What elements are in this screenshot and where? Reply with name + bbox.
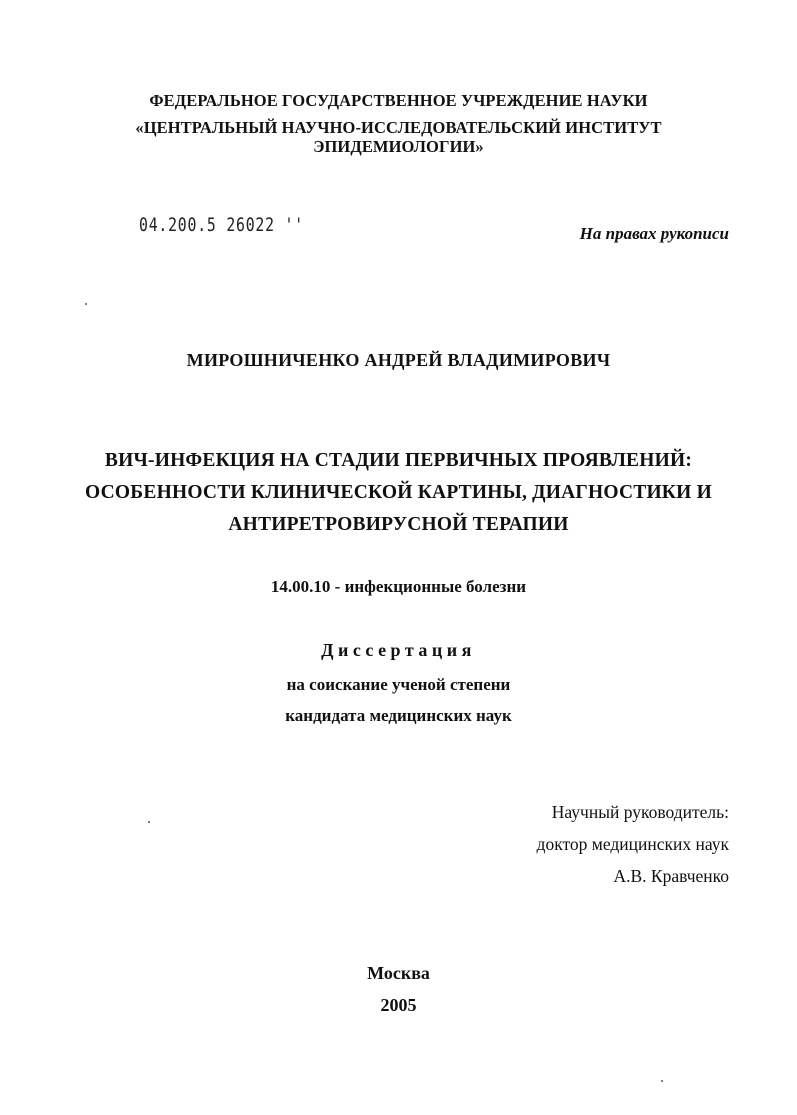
year: 2005: [380, 995, 417, 1015]
degree-line-1: на соискание ученой степени: [286, 675, 511, 694]
city: Москва: [367, 963, 430, 983]
supervisor-label: Научный руководитель:: [551, 802, 729, 822]
title-line-1: ВИЧ-ИНФЕКЦИЯ НА СТАДИИ ПЕРВИЧНЫХ ПРОЯВЛЕНИЙ:: [104, 450, 693, 471]
title-line-2: ОСОБЕННОСТИ КЛИНИЧЕСКОЙ КАРТИНЫ, ДИАГНОСТИКИ И: [85, 482, 712, 503]
author-name: МИРОШНИЧЕНКО АНДРЕЙ ВЛАДИМИРОВИЧ: [186, 350, 611, 370]
scan-speck: [661, 1080, 663, 1082]
document-type: Диссертация: [321, 640, 476, 660]
registration-stamp-number: 04.200.5 26022 '': [139, 214, 304, 236]
degree-line-2: кандидата медицинских наук: [285, 706, 512, 725]
supervisor-name: А.В. Кравченко: [613, 866, 729, 886]
institution-line-3: ЭПИДЕМИОЛОГИИ»: [313, 137, 484, 156]
institution-line-2: «ЦЕНТРАЛЬНЫЙ НАУЧНО-ИССЛЕДОВАТЕЛЬСКИЙ ИНСТИТУТ: [135, 118, 662, 137]
scan-speck: [85, 303, 87, 305]
manuscript-rights-note: На правах рукописи: [579, 224, 729, 243]
specialty-code: 14.00.10 - инфекционные болезни: [270, 577, 527, 596]
institution-line-1: ФЕДЕРАЛЬНОЕ ГОСУДАРСТВЕННОЕ УЧРЕЖДЕНИЕ НАУКИ: [149, 91, 648, 110]
scan-speck: [148, 821, 150, 823]
dissertation-title: [0, 445, 797, 541]
supervisor-degree: доктор медицинских наук: [536, 834, 729, 854]
title-line-3: АНТИРЕТРОВИРУСНОЙ ТЕРАПИИ: [228, 514, 569, 535]
